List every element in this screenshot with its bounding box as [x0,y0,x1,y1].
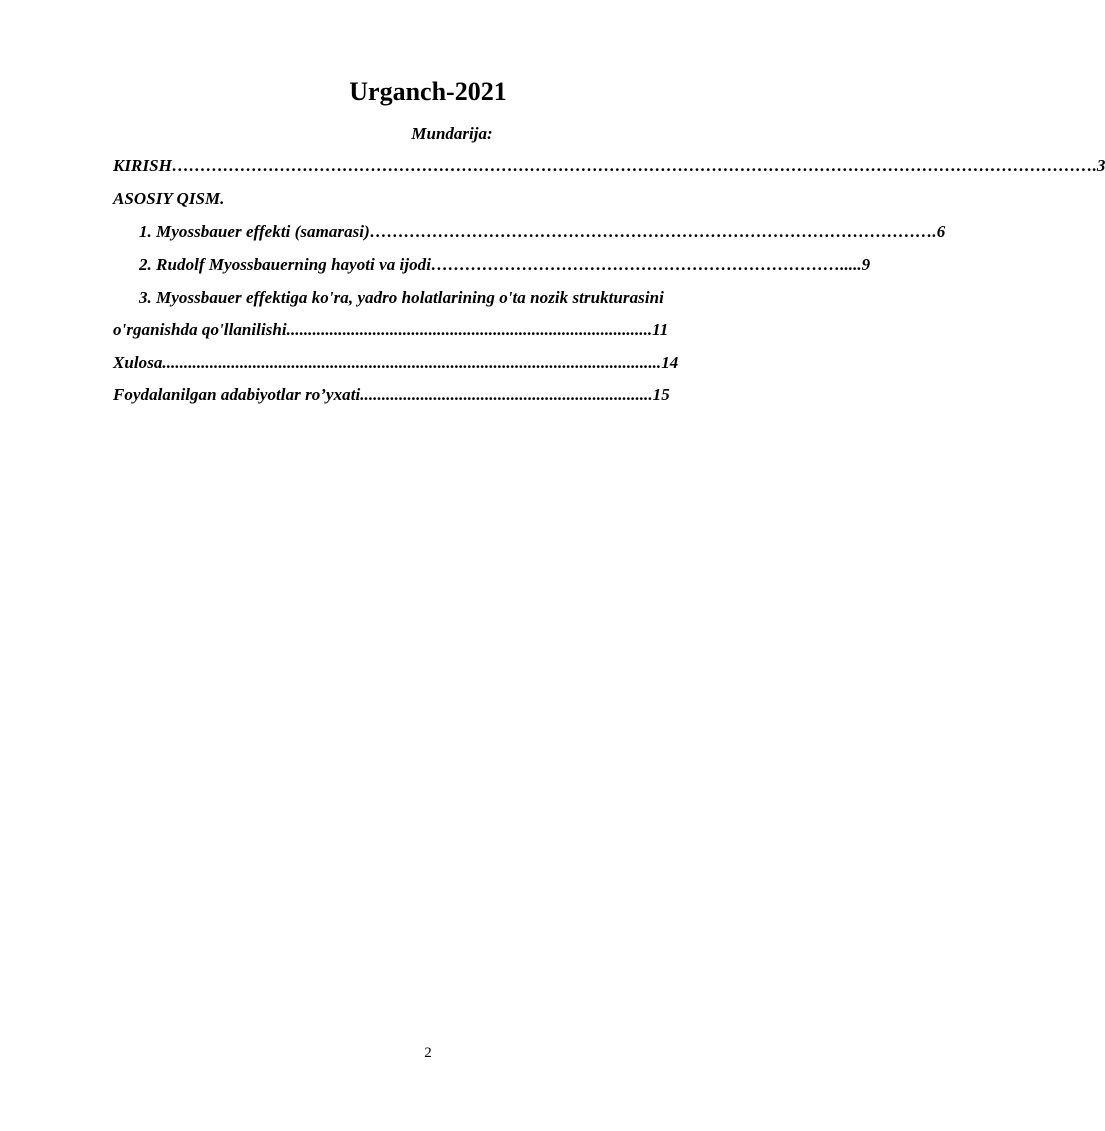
toc-entry-adabiyotlar: Foydalanilgan adabiyotlar ro’yxati....................................................................15 [113,385,670,404]
page-number: 2 [424,1045,432,1061]
toc-entry-3: 3. Myossbauer effektiga ko'ra, yadro holatlarining o'ta nozik strukturasini [139,288,664,307]
toc-entry-xulosa: Xulosa....................................................................................................................14 [113,353,679,372]
toc-entry-3-continued: o'rganishda qo'llanilishi.....................................................................................11 [113,320,669,339]
toc-heading: Mundarija: [411,124,493,143]
toc-entry-kirish: KIRISH……………………………………………………………………………………………………………………………………………….3 [113,156,1105,175]
toc-section-asosiy-qism: ASOSIY QISM. [113,189,225,208]
toc-entry-1: 1. Myossbauer effekti (samarasi)……………………………………………………………………………………….6 [139,222,946,241]
toc-entry-2: 2. Rudolf Myossbauerning hayoti va ijodi……………………………………………………………….....9 [139,255,871,274]
page-title: Urganch-2021 [349,77,507,106]
